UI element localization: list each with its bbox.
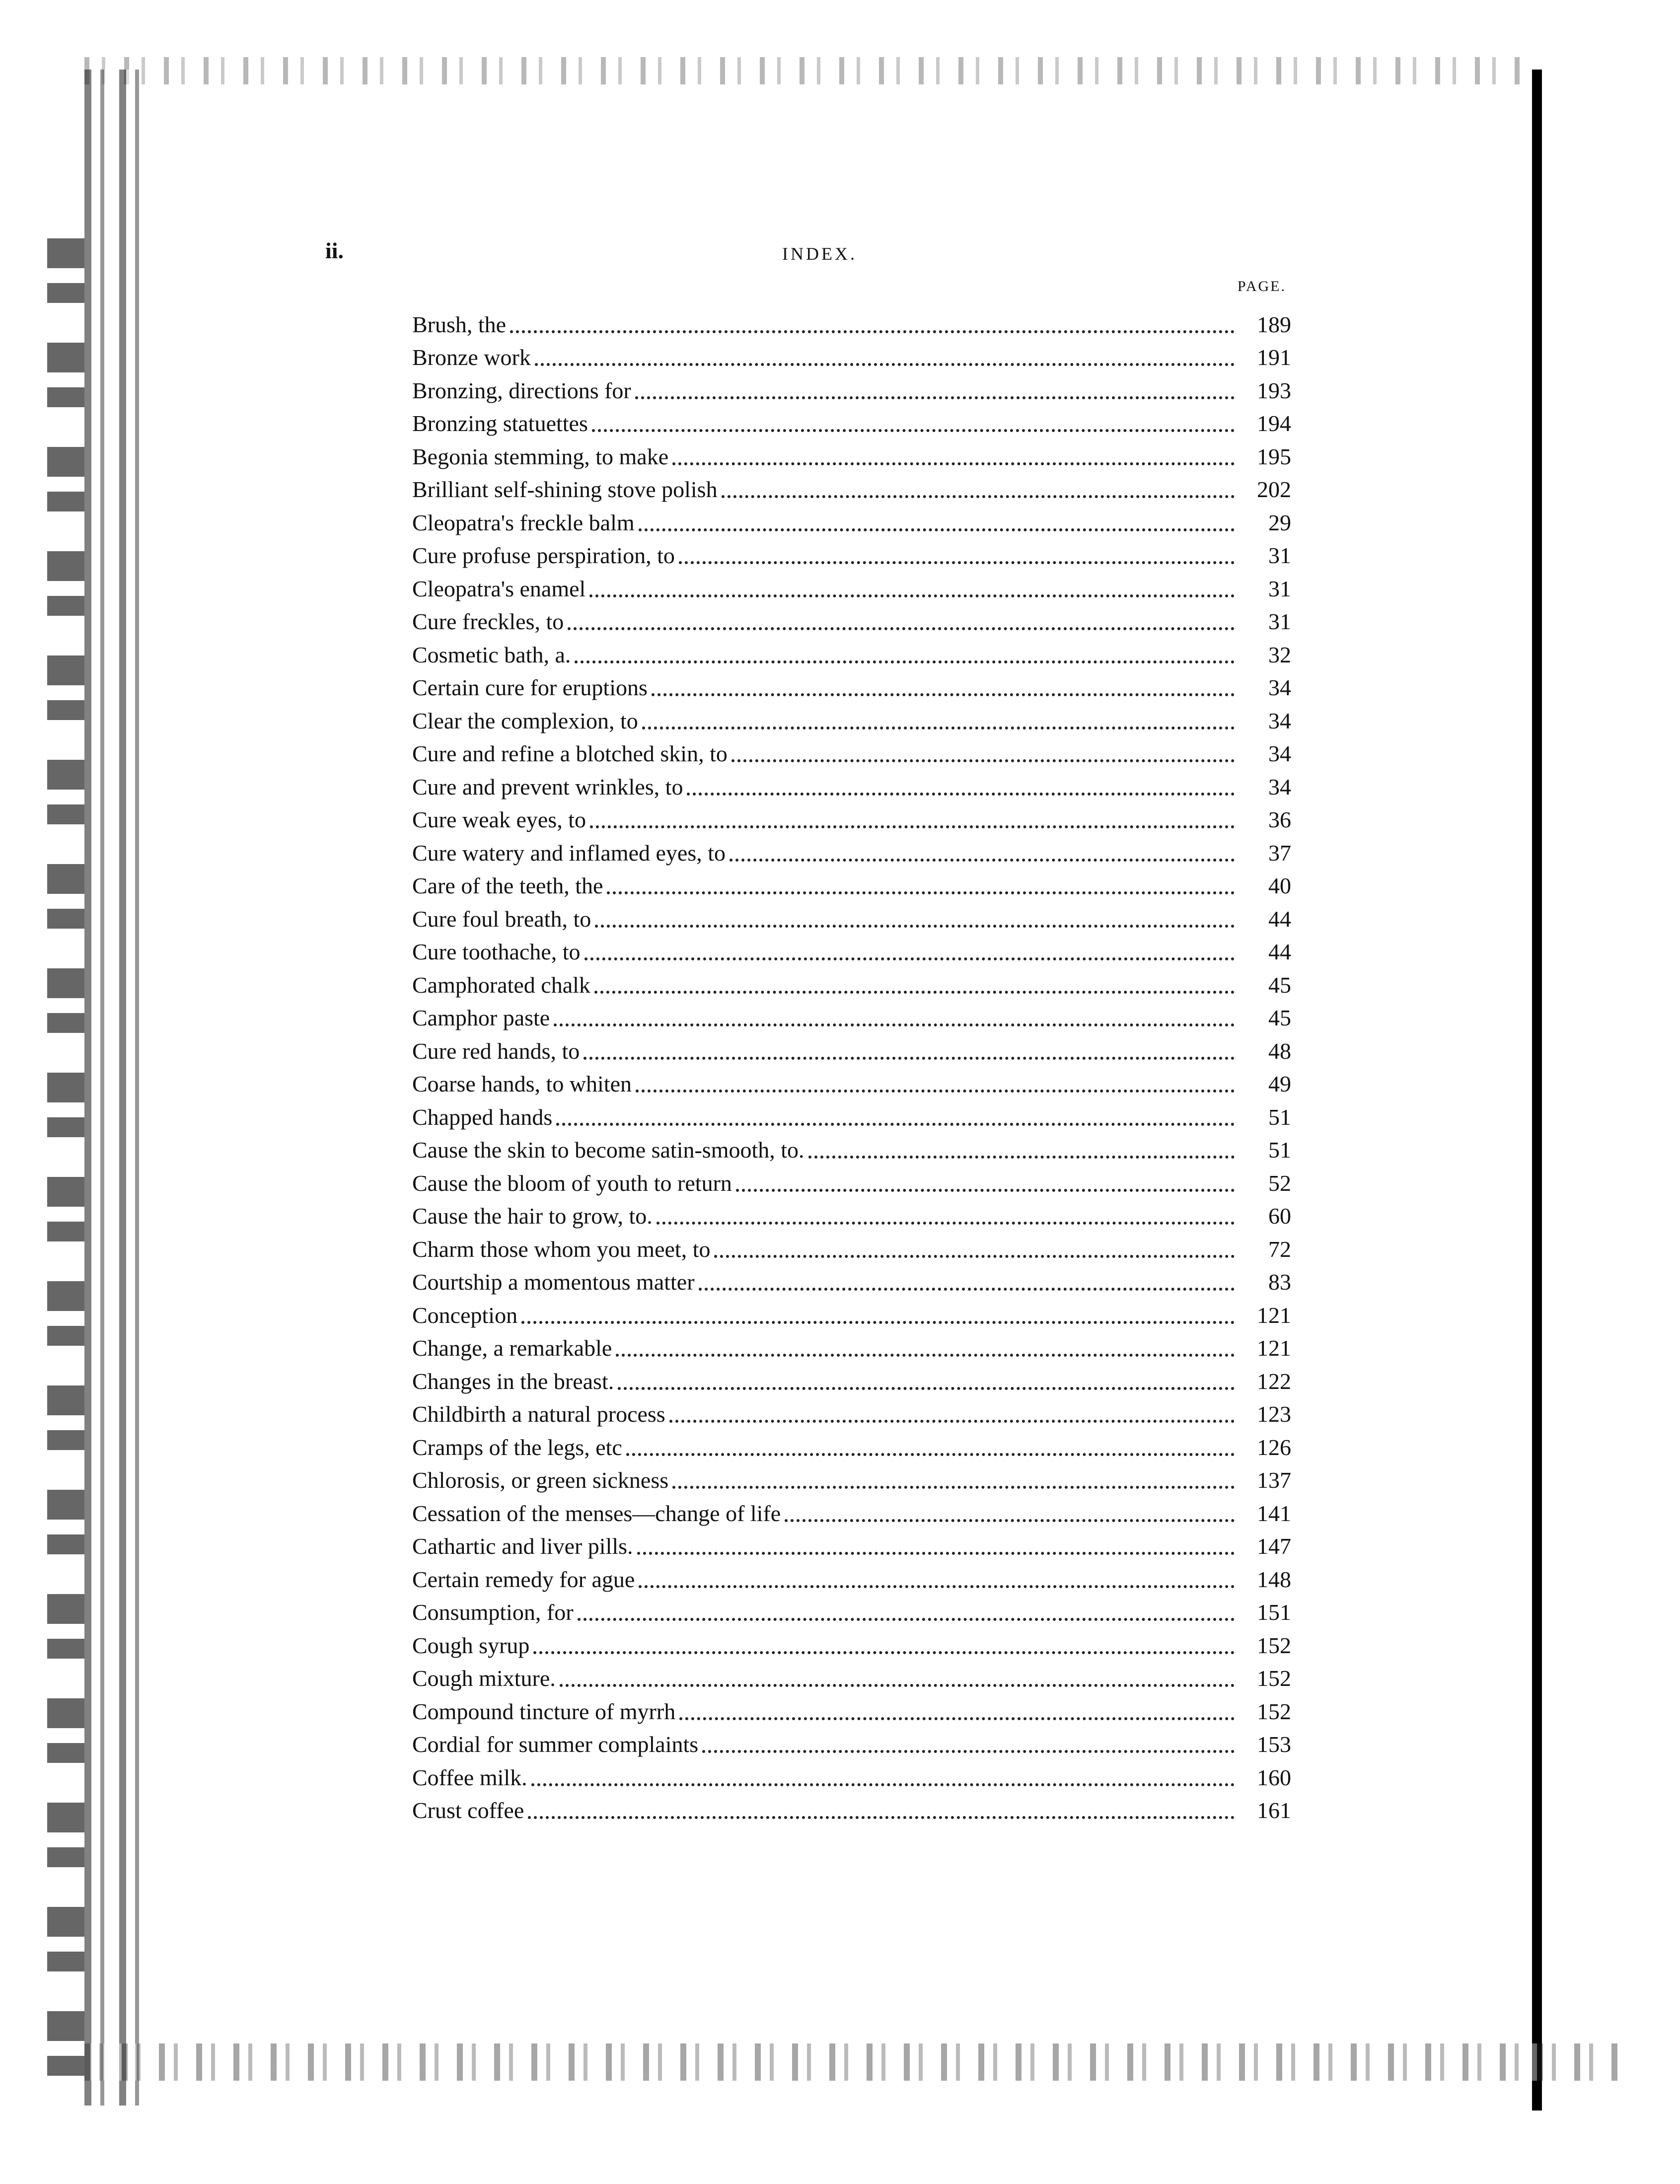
entry-page-number: 152	[1257, 1698, 1291, 1724]
index-entry	[412, 369, 1291, 402]
dot-leader	[714, 1255, 1235, 1258]
scan-edge-right	[1532, 70, 1542, 2111]
entry-page-number: 148	[1257, 1566, 1291, 1592]
index-entry	[412, 1261, 1291, 1294]
entry-page-number: 31	[1268, 576, 1291, 601]
entry-page-number: 137	[1257, 1467, 1291, 1493]
entry-title: Cure and prevent wrinkles, to	[412, 774, 683, 800]
entry-title: Care of the teeth, the	[412, 873, 603, 898]
dot-leader	[808, 1156, 1235, 1159]
entry-title: Charm those whom you meet, to	[412, 1236, 711, 1262]
dot-leader	[635, 396, 1235, 399]
index-entry	[412, 1063, 1291, 1096]
index-entry	[412, 1756, 1291, 1789]
entry-title: Camphorated chalk	[412, 972, 590, 998]
entry-title: Cure foul breath, to	[412, 906, 591, 932]
index-entry	[412, 1789, 1291, 1822]
index-entry	[412, 1657, 1291, 1690]
index-entry	[412, 1228, 1291, 1261]
dot-leader	[560, 1684, 1235, 1687]
dot-leader	[731, 759, 1235, 762]
index-entry	[412, 897, 1291, 931]
entry-page-number: 194	[1257, 411, 1291, 436]
dot-leader	[554, 1023, 1235, 1026]
dot-leader	[639, 528, 1235, 531]
index-entry	[412, 468, 1291, 502]
dot-leader	[730, 859, 1235, 862]
dot-leader	[657, 1222, 1235, 1225]
dot-leader	[595, 925, 1235, 928]
dot-leader	[592, 429, 1235, 432]
index-entry	[412, 1426, 1291, 1459]
index-entry	[412, 1095, 1291, 1129]
entry-title: Consumption, for	[412, 1600, 574, 1625]
entry-title: Cure freckles, to	[412, 609, 564, 634]
entry-page-number: 193	[1257, 377, 1291, 403]
dot-leader	[639, 1585, 1235, 1588]
index-entry	[412, 435, 1291, 468]
scan-edge-left-marks	[47, 238, 84, 2076]
entry-page-number: 31	[1268, 543, 1291, 568]
index-entries	[412, 303, 1291, 1822]
dot-leader	[672, 1486, 1235, 1489]
dot-leader	[535, 363, 1235, 366]
index-entry	[412, 303, 1291, 336]
entry-page-number: 126	[1257, 1434, 1291, 1460]
entry-title: Chapped hands	[412, 1104, 553, 1130]
entry-page-number: 34	[1268, 675, 1291, 700]
index-entry	[412, 1393, 1291, 1426]
entry-page-number: 151	[1257, 1600, 1291, 1625]
entry-page-number: 31	[1268, 609, 1291, 634]
entry-title: Cure profuse perspiration, to	[412, 543, 675, 568]
index-entry	[412, 1624, 1291, 1657]
entry-page-number: 37	[1268, 840, 1291, 866]
entry-page-number: 45	[1268, 972, 1291, 998]
dot-leader	[672, 462, 1235, 465]
entry-title: Certain cure for eruptions	[412, 675, 648, 700]
index-entry	[412, 600, 1291, 634]
entry-page-number: 202	[1257, 477, 1291, 502]
dot-leader	[616, 1354, 1235, 1357]
entry-title: Camphor paste	[412, 1005, 550, 1030]
entry-page-number: 60	[1268, 1203, 1291, 1229]
index-entry	[412, 865, 1291, 898]
dot-leader	[607, 891, 1235, 894]
entry-title: Courtship a momentous matter	[412, 1269, 695, 1295]
index-entry	[412, 534, 1291, 568]
index-entry	[412, 1327, 1291, 1360]
dot-leader	[618, 1387, 1235, 1390]
index-entry	[412, 1591, 1291, 1624]
entry-title: Cause the skin to become satin-smooth, to.	[412, 1137, 804, 1163]
entry-page-number: 72	[1268, 1236, 1291, 1262]
entry-title: Coffee milk.	[412, 1764, 527, 1790]
index-entry	[412, 1360, 1291, 1393]
entry-page-number: 152	[1257, 1632, 1291, 1658]
entry-title: Cordial for summer complaints	[412, 1732, 699, 1757]
entry-title: Brush, the	[412, 311, 507, 337]
entry-title: Crust coffee	[412, 1798, 524, 1823]
index-entry	[412, 336, 1291, 369]
entry-title: Change, a remarkable	[412, 1335, 612, 1361]
entry-page-number: 121	[1257, 1302, 1291, 1328]
entry-page-number: 48	[1268, 1038, 1291, 1064]
dot-leader	[578, 1618, 1235, 1621]
dot-leader	[637, 1552, 1235, 1555]
dot-leader	[584, 957, 1235, 960]
entry-title: Cleopatra's freckle balm	[412, 510, 635, 535]
entry-title: Bronzing, directions for	[412, 377, 631, 403]
dot-leader	[584, 1057, 1235, 1060]
index-entry	[412, 1459, 1291, 1492]
dot-leader	[533, 1651, 1235, 1654]
index-entry	[412, 567, 1291, 600]
index-entry	[412, 666, 1291, 700]
index-entry	[412, 963, 1291, 997]
index-entry	[412, 699, 1291, 732]
index-entry	[412, 732, 1291, 766]
dot-leader	[785, 1519, 1235, 1522]
index-entry	[412, 1525, 1291, 1558]
entry-title: Cough syrup	[412, 1632, 530, 1658]
entry-page-number: 49	[1268, 1071, 1291, 1096]
entry-title: Cure toothache, to	[412, 939, 581, 964]
dot-leader	[521, 1321, 1235, 1324]
entry-title: Cessation of the menses—change of life	[412, 1500, 781, 1526]
entry-page-number: 195	[1257, 443, 1291, 469]
index-entry	[412, 501, 1291, 534]
dot-leader	[510, 330, 1235, 333]
entry-title: Cosmetic bath, a.	[412, 642, 571, 667]
dot-leader	[679, 1717, 1235, 1720]
index-entry	[412, 402, 1291, 436]
entry-page-number: 32	[1268, 642, 1291, 667]
index-entry	[412, 1492, 1291, 1525]
entry-page-number: 40	[1268, 873, 1291, 898]
index-entry	[412, 931, 1291, 964]
dot-leader	[652, 693, 1235, 696]
entry-page-number: 152	[1257, 1666, 1291, 1691]
entry-title: Bronzing statuettes	[412, 411, 588, 436]
dot-leader	[669, 1420, 1235, 1423]
dot-leader	[636, 1090, 1235, 1092]
index-entry	[412, 1162, 1291, 1195]
page-column-label: PAGE.	[1237, 278, 1286, 294]
entry-page-number: 161	[1257, 1798, 1291, 1823]
entry-page-number: 83	[1268, 1269, 1291, 1295]
entry-page-number: 189	[1257, 311, 1291, 337]
dot-leader	[702, 1750, 1235, 1753]
entry-title: Cleopatra's enamel	[412, 576, 586, 601]
running-title: INDEX.	[782, 244, 857, 264]
entry-page-number: 160	[1257, 1764, 1291, 1790]
entry-page-number: 36	[1268, 807, 1291, 832]
entry-title: Chlorosis, or green sickness	[412, 1467, 669, 1493]
entry-title: Coarse hands, to whiten	[412, 1071, 632, 1096]
dot-leader	[594, 991, 1235, 994]
entry-title: Childbirth a natural process	[412, 1401, 665, 1427]
dot-leader	[722, 495, 1235, 498]
entry-page-number: 123	[1257, 1401, 1291, 1427]
entry-page-number: 147	[1257, 1533, 1291, 1559]
entry-page-number: 52	[1268, 1170, 1291, 1196]
dot-leader	[568, 627, 1235, 630]
entry-title: Clear the complexion, to	[412, 708, 638, 733]
entry-title: Conception	[412, 1302, 518, 1328]
entry-title: Cause the hair to grow, to.	[412, 1203, 653, 1229]
entry-page-number: 51	[1268, 1137, 1291, 1163]
page-number: ii.	[325, 238, 344, 263]
index-entry	[412, 1294, 1291, 1327]
entry-title: Cure weak eyes, to	[412, 807, 586, 832]
index-entry	[412, 1029, 1291, 1063]
entry-page-number: 153	[1257, 1732, 1291, 1757]
entry-page-number: 29	[1268, 510, 1291, 535]
entry-page-number: 141	[1257, 1500, 1291, 1526]
entry-page-number: 34	[1268, 774, 1291, 800]
entry-title: Bronze work	[412, 345, 531, 370]
entry-title: Brilliant self-shining stove polish	[412, 477, 718, 502]
dot-leader	[590, 825, 1235, 828]
index-entry	[412, 1129, 1291, 1162]
entry-title: Certain remedy for ague	[412, 1566, 635, 1592]
entry-title: Cramps of the legs, etc	[412, 1434, 622, 1460]
dot-leader	[687, 793, 1235, 796]
scan-edge-left	[84, 70, 139, 2106]
index-entry	[412, 831, 1291, 865]
entry-title: Cathartic and liver pills.	[412, 1533, 633, 1559]
index-entry	[412, 1558, 1291, 1591]
entry-page-number: 121	[1257, 1335, 1291, 1361]
index-entry	[412, 1690, 1291, 1723]
entry-page-number: 122	[1257, 1368, 1291, 1394]
entry-title: Cough mixture.	[412, 1666, 556, 1691]
dot-leader	[589, 594, 1235, 597]
dot-leader	[626, 1453, 1235, 1456]
entry-page-number: 51	[1268, 1104, 1291, 1130]
index-entry	[412, 997, 1291, 1030]
entry-page-number: 34	[1268, 708, 1291, 733]
index-entry	[412, 799, 1291, 832]
entry-title: Compound tincture of myrrh	[412, 1698, 676, 1724]
dot-leader	[736, 1189, 1235, 1192]
dot-leader	[699, 1288, 1235, 1291]
dot-leader	[531, 1783, 1235, 1786]
entry-title: Cure red hands, to	[412, 1038, 580, 1064]
entry-title: Cure watery and inflamed eyes, to	[412, 840, 726, 866]
entry-title: Cause the bloom of youth to return	[412, 1170, 732, 1196]
entry-title: Changes in the breast.	[412, 1368, 614, 1394]
index-entry	[412, 1195, 1291, 1228]
entry-title: Begonia stemming, to make	[412, 443, 669, 469]
entry-page-number: 44	[1268, 939, 1291, 964]
index-entry	[412, 765, 1291, 799]
dot-leader	[528, 1816, 1235, 1819]
entry-page-number: 44	[1268, 906, 1291, 932]
scan-edge-top	[84, 57, 1525, 84]
entry-title: Cure and refine a blotched skin, to	[412, 741, 728, 766]
index-entry	[412, 1723, 1291, 1756]
dot-leader	[642, 727, 1235, 729]
dot-leader	[556, 1123, 1235, 1126]
index-entry	[412, 633, 1291, 666]
entry-page-number: 45	[1268, 1005, 1291, 1030]
entry-page-number: 34	[1268, 741, 1291, 766]
scan-edge-bottom	[84, 2043, 1624, 2081]
entry-page-number: 191	[1257, 345, 1291, 370]
dot-leader	[575, 660, 1235, 663]
dot-leader	[679, 561, 1235, 564]
